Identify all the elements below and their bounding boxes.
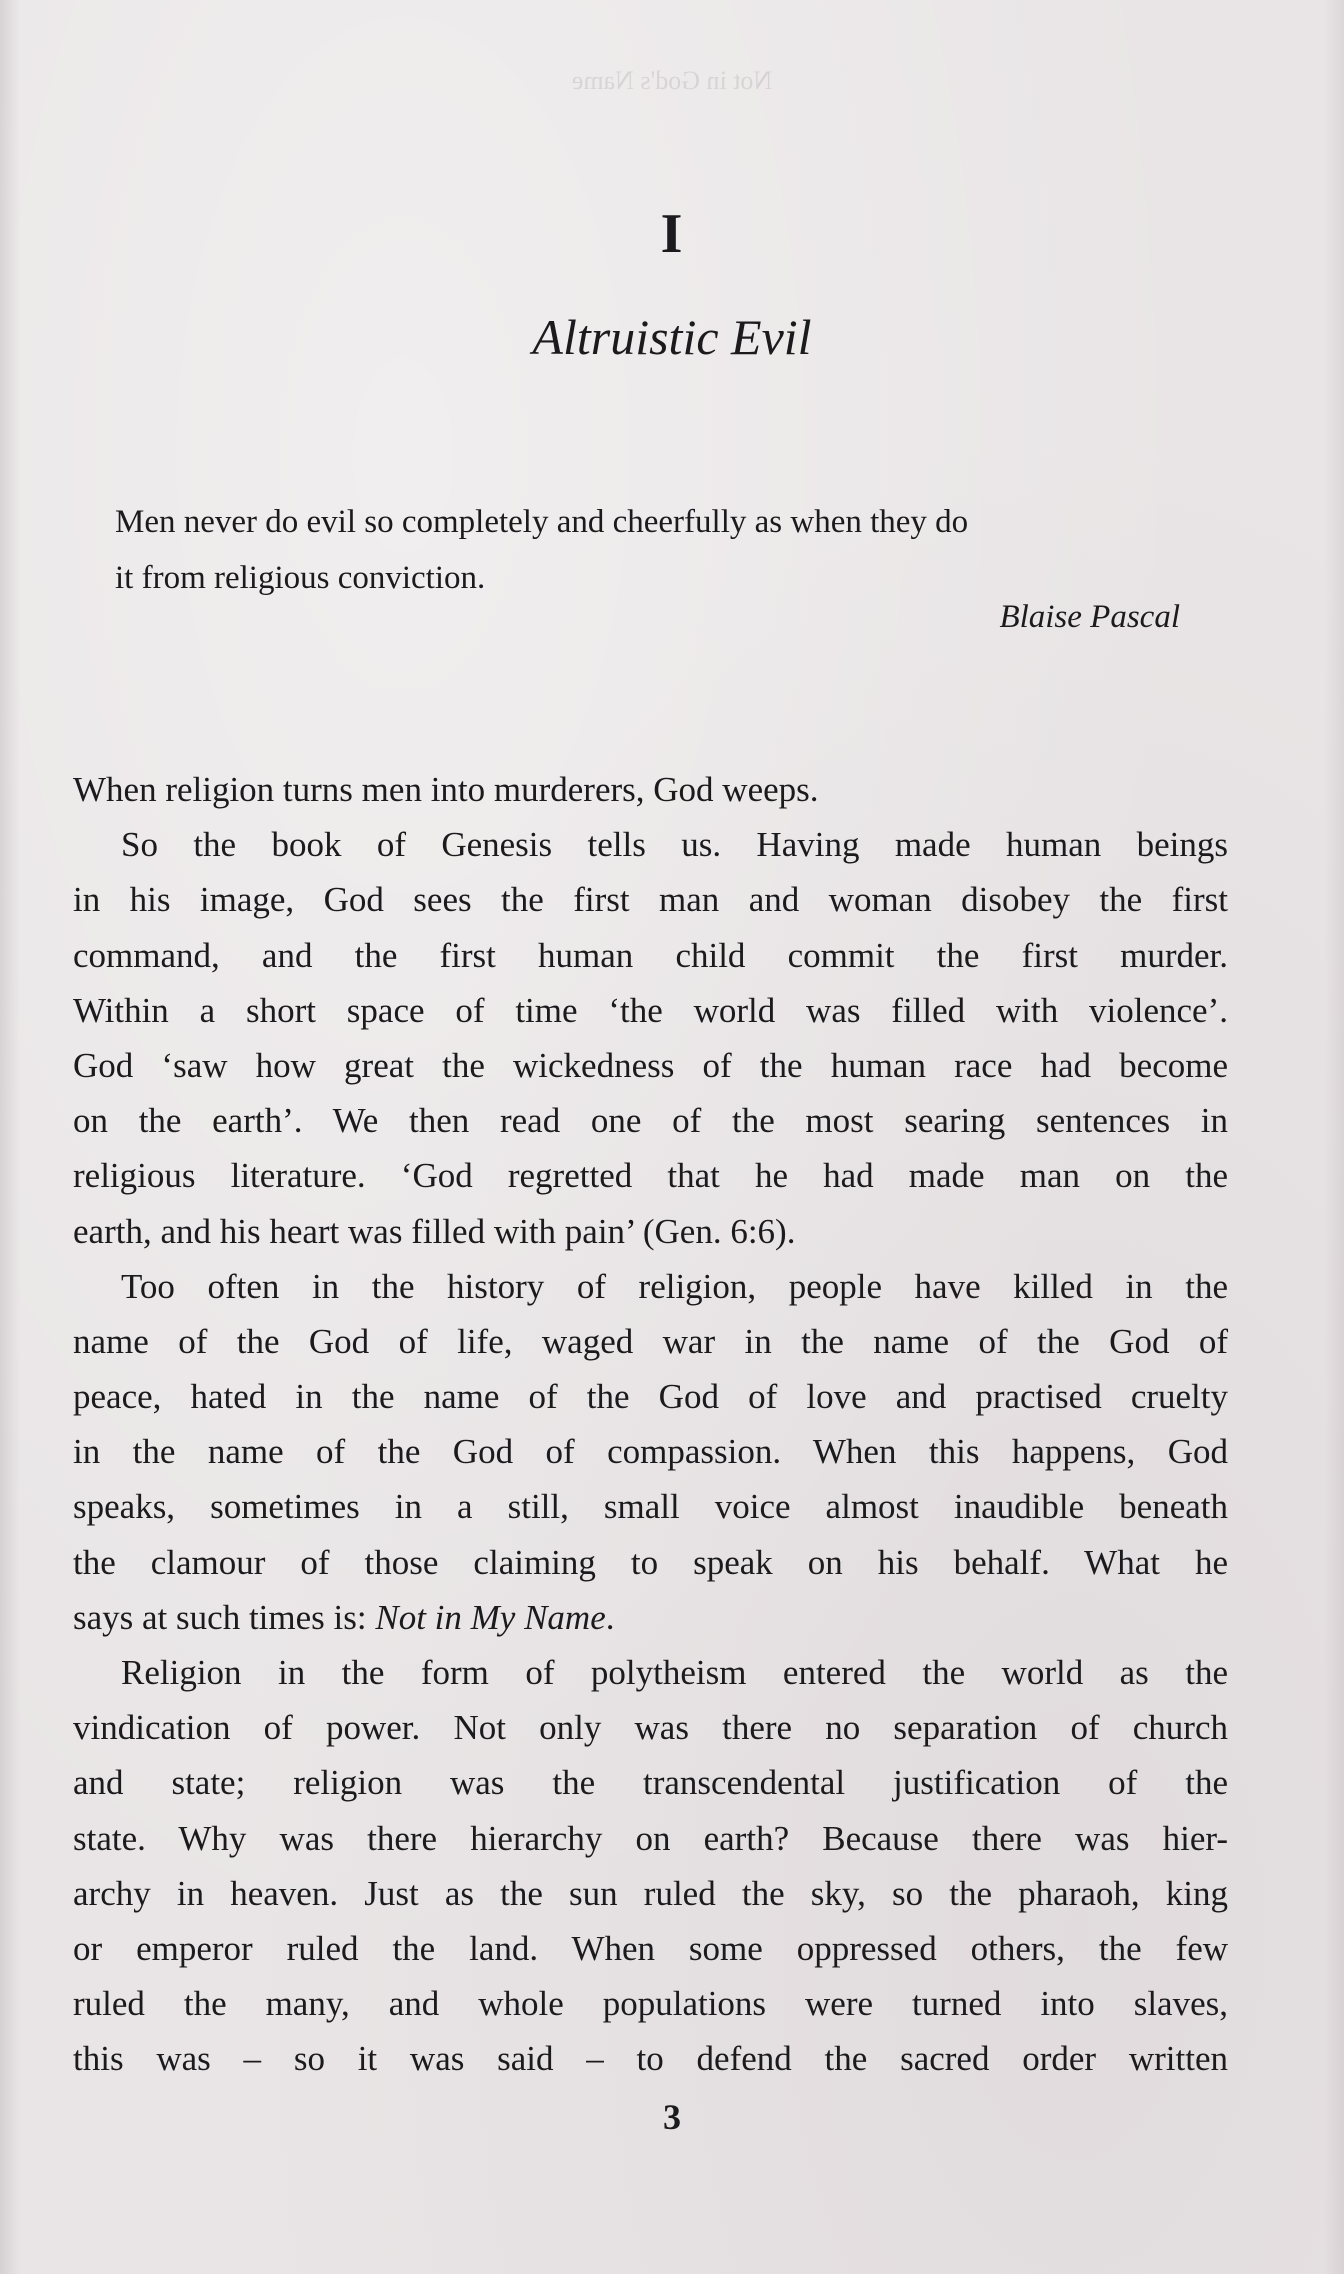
text-line: When religion turns men into murderers, God weeps. bbox=[73, 770, 819, 809]
text-line: name of the God of life, waged war in the name of the God of bbox=[73, 1321, 1228, 1361]
text-line: Too often in the history of religion, people have killed in the bbox=[121, 1266, 1228, 1306]
text-line: in the name of the God of compassion. When this happens, God bbox=[73, 1432, 1228, 1472]
text-line: state. Why was there hierarchy on earth? Because there was hier- bbox=[73, 1818, 1228, 1858]
epigraph bbox=[115, 494, 1180, 606]
body-text bbox=[73, 762, 1228, 2087]
epigraph-line: it from religious conviction. bbox=[115, 560, 486, 596]
text-line: on the earth’. We then read one of the most searing sentences in bbox=[73, 1101, 1228, 1141]
page-number: 3 bbox=[663, 2097, 681, 2137]
text-line: and state; religion was the transcendental justification of the bbox=[73, 1763, 1228, 1803]
text-line: or emperor ruled the land. When some oppressed others, the few bbox=[73, 1928, 1228, 1968]
text-line: earth, and his heart was filled with pain’ (Gen. 6:6). bbox=[73, 1211, 796, 1251]
text-segment: says at such times is: bbox=[73, 1597, 376, 1637]
text-line: religious literature. ‘God regretted that he had made man on the bbox=[73, 1156, 1228, 1196]
text-line: peace, hated in the name of the God of love and practised cruelty bbox=[73, 1377, 1228, 1417]
text-line: command, and the first human child commit the first murder. bbox=[73, 935, 1228, 975]
text-line: Within a short space of time ‘the world was filled with violence’. bbox=[73, 990, 1228, 1030]
text-line: the clamour of those claiming to speak on his behalf. What he bbox=[73, 1542, 1228, 1582]
bleed-through-header: Not in God's Name bbox=[571, 66, 773, 95]
text-line: Religion in the form of polytheism entered the world as the bbox=[121, 1653, 1228, 1692]
text-line: vindication of power. Not only was there no separation of church bbox=[73, 1708, 1228, 1748]
epigraph-line: Men never do evil so completely and cheerfully as when they do bbox=[115, 504, 969, 540]
text-line bbox=[73, 1590, 1228, 1645]
text-line: ruled the many, and whole populations were turned into slaves, bbox=[73, 1984, 1228, 2024]
chapter-number: I bbox=[660, 203, 684, 265]
text-line: God ‘saw how great the wickedness of the human race had become bbox=[73, 1045, 1228, 1085]
text-line: archy in heaven. Just as the sun ruled the sky, so the pharaoh, king bbox=[73, 1873, 1228, 1913]
text-line: this was – so it was said – to defend the sacred order written bbox=[73, 2039, 1228, 2079]
text-line: in his image, God sees the first man and woman disobey the first bbox=[73, 880, 1228, 920]
text-line: So the book of Genesis tells us. Having made human beings bbox=[121, 825, 1228, 865]
text-line: speaks, sometimes in a still, small voice almost inaudible beneath bbox=[73, 1487, 1228, 1527]
chapter-title: Altruistic Evil bbox=[532, 309, 812, 365]
book-title-italic: Not in My Name bbox=[375, 1597, 606, 1637]
text-segment: . bbox=[605, 1597, 615, 1637]
epigraph-attribution: Blaise Pascal bbox=[999, 599, 1180, 635]
